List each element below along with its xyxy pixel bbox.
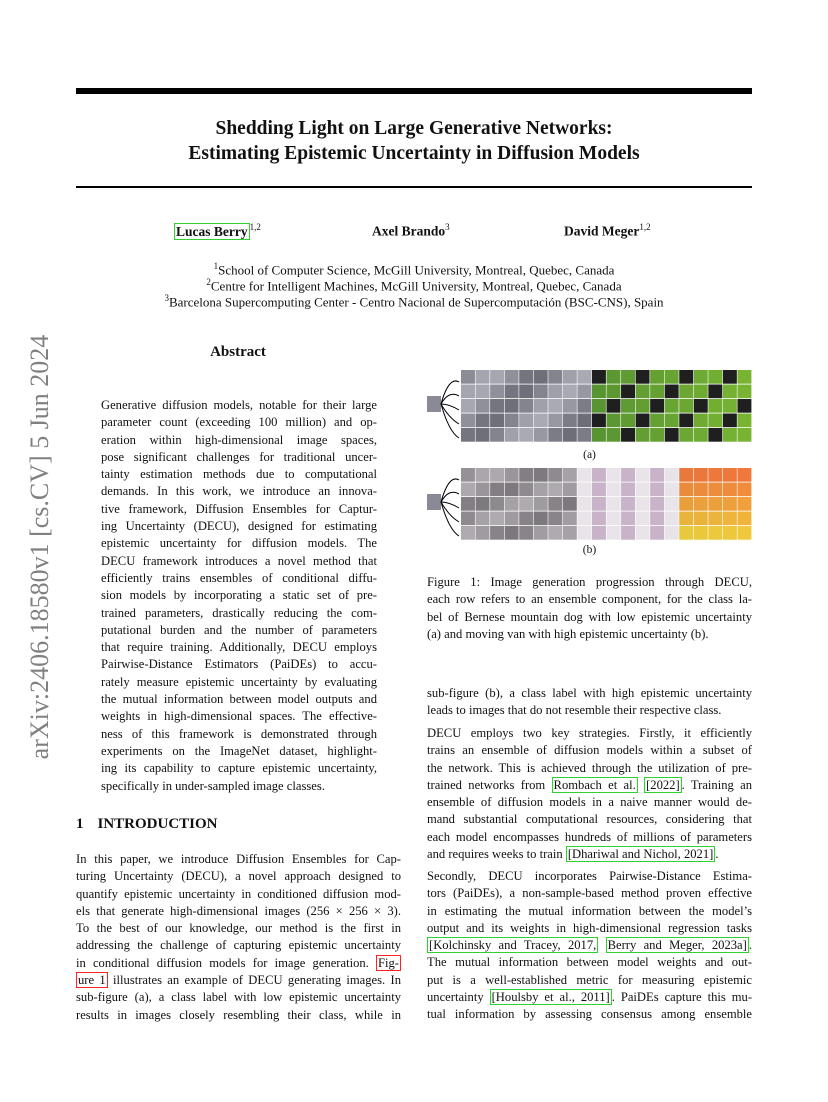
generated-image-tile [505,468,519,482]
generated-image-tile [563,428,577,442]
generated-image-tile [665,497,679,511]
abstract-line: that require training. Additionally, DECU employs [101,640,377,655]
author-2: Axel Brando$^3$ [372,222,450,239]
generated-image-tile [563,526,577,540]
figure-ref-link[interactable]: Fig- [378,955,399,970]
arxiv-watermark: arXiv:2406.18580v1 [cs.CV] 5 Jun 2024 [25,334,54,760]
generated-image-tile [476,526,490,540]
figure-caption [427,574,752,643]
generated-image-tile [708,428,722,442]
generated-image-tile [679,370,693,384]
generated-image-tile [519,468,533,482]
affiliation-3: $^3$Barcelona Supercomputing Center - Centro Nacional de Supercomputación (BSC-CNS), Spain [164,293,664,310]
abstract-line: tainty estimation methods due to computational [101,467,377,482]
abstract-line: experiments on the ImageNet dataset, highlight- [101,743,377,758]
figure-1b-image [427,464,752,546]
abstract-line: Generative diffusion models, notable for their large [101,398,377,412]
generated-image-tile [592,483,606,497]
generated-image-tile [461,483,475,497]
source-image [427,396,441,412]
generated-image-tile [694,468,708,482]
generated-image-tile [577,414,591,428]
generated-image-tile [490,497,504,511]
figure-ref-link[interactable]: ure 1 [78,973,106,988]
abstract-line: demands. In this work, we introduce an innova- [101,484,377,499]
generated-image-tile [548,414,562,428]
generated-image-tile [650,497,664,511]
generated-image-tile [679,468,693,482]
abstract-line: DECU framework introduces a novel method that [101,553,377,568]
generated-image-tile [577,497,591,511]
paper-title [76,116,752,166]
citation-link[interactable]: [Kolchinsky and Tracey, 2017, [429,938,597,953]
generated-image-tile [679,428,693,442]
generated-image-tile [607,526,621,540]
generated-image-tile [621,512,635,526]
generated-image-tile [723,399,737,413]
caption-line: (a) and moving van with high epistemic uncertainty (b). [427,626,709,641]
generated-image-tile [592,385,606,399]
generated-image-tile [665,370,679,384]
generated-image-tile [665,526,679,540]
abstract-line: sion models by incorporating a static set of pre- [101,588,377,603]
generated-image-tile [548,399,562,413]
generated-image-tile [563,483,577,497]
generated-image-tile [490,399,504,413]
generated-image-tile [563,512,577,526]
generated-image-tile [708,483,722,497]
generated-image-tile [505,512,519,526]
abstract-line: Pairwise-Distance Estimators (PaiDEs) to accu- [101,657,377,672]
generated-image-tile [607,468,621,482]
generated-image-tile [621,414,635,428]
generated-image-tile [563,497,577,511]
generated-image-tile [490,483,504,497]
generated-image-tile [563,399,577,413]
generated-image-tile [490,512,504,526]
generated-image-tile [621,468,635,482]
abstract-line: eration within high-dimensional image spaces, [101,432,377,447]
generated-image-tile [737,512,751,526]
generated-image-tile [592,428,606,442]
abstract-line: ness of this framework is demonstrated through [101,726,377,741]
generated-image-tile [737,399,751,413]
generated-image-tile [534,428,548,442]
subfigure-label-a: (a) [583,449,596,461]
abstract-line: the mutual information between model outputs and [101,692,377,707]
abstract-line: efficiently trains ensembles of conditional diffu- [101,570,377,585]
generated-image-tile [694,370,708,384]
generated-image-tile [694,483,708,497]
generated-image-tile [679,526,693,540]
generated-image-tile [592,526,606,540]
abstract-line: pose significant challenges for traditional uncer- [101,449,377,464]
generated-image-tile [461,526,475,540]
generated-image-tile [534,497,548,511]
generated-image-tile [723,428,737,442]
generated-image-tile [519,526,533,540]
citation-link[interactable]: [2022] [646,777,680,792]
generated-image-tile [694,385,708,399]
generated-image-tile [476,414,490,428]
generated-image-tile [636,512,650,526]
generated-image-tile [621,370,635,384]
title-line-1: Shedding Light on Large Generative Networks: [215,118,613,139]
abstract-body [101,397,377,795]
abstract-line: ing its capability to capture epistemic uncertainty, [101,761,377,776]
abstract-line: specifically in under-sampled image classes. [101,778,325,793]
generated-image-tile [505,428,519,442]
generated-image-tile [621,428,635,442]
section-heading: 1 INTRODUCTION [76,816,218,832]
generated-image-tile [577,428,591,442]
abstract-line: rately measure epistemic uncertainty by evaluating [101,674,377,689]
generated-image-tile [577,512,591,526]
generated-image-tile [519,385,533,399]
generated-image-tile [650,428,664,442]
generated-image-tile [665,428,679,442]
generated-image-tile [665,468,679,482]
generated-image-tile [650,385,664,399]
generated-image-tile [621,385,635,399]
generated-image-tile [737,526,751,540]
author-link[interactable]: Lucas Berry [176,223,248,239]
generated-image-tile [708,414,722,428]
generated-image-tile [519,483,533,497]
generated-image-tile [636,370,650,384]
generated-image-tile [607,428,621,442]
generated-image-tile [708,512,722,526]
generated-image-tile [621,526,635,540]
generated-image-tile [534,483,548,497]
generated-image-tile [490,385,504,399]
generated-image-tile [490,468,504,482]
caption-line: each row refers to an ensemble component, for the class la- [427,592,752,607]
generated-image-tile [607,399,621,413]
generated-image-tile [534,399,548,413]
generated-image-tile [694,428,708,442]
generated-image-tile [723,483,737,497]
title-line-2: Estimating Epistemic Uncertainty in Diffusion Models [188,143,640,164]
generated-image-tile [737,370,751,384]
generated-image-tile [534,385,548,399]
generated-image-tile [679,399,693,413]
generated-image-tile [548,468,562,482]
generated-image-tile [577,370,591,384]
generated-image-tile [636,428,650,442]
generated-image-tile [476,370,490,384]
generated-image-tile [607,414,621,428]
generated-image-tile [679,385,693,399]
generated-image-tile [505,370,519,384]
generated-image-tile [723,497,737,511]
generated-image-tile [636,385,650,399]
generated-image-tile [577,526,591,540]
abstract-line: epistemic uncertainty for diffusion models. The [101,536,377,551]
generated-image-tile [476,512,490,526]
generated-image-tile [607,385,621,399]
generated-image-tile [461,414,475,428]
generated-image-tile [592,399,606,413]
generated-image-tile [607,512,621,526]
generated-image-tile [723,385,737,399]
generated-image-tile [665,399,679,413]
generated-image-tile [548,370,562,384]
generated-image-tile [723,526,737,540]
generated-image-tile [636,414,650,428]
abstract-line: weights in high-dimensional spaces. The effective- [101,709,377,724]
generated-image-tile [519,497,533,511]
generated-image-tile [476,483,490,497]
generated-image-tile [708,399,722,413]
generated-image-tile [592,468,606,482]
generated-image-tile [650,399,664,413]
generated-image-tile [476,399,490,413]
generated-image-tile [621,399,635,413]
generated-image-tile [636,468,650,482]
generated-image-tile [505,526,519,540]
generated-image-tile [548,512,562,526]
generated-image-tile [461,512,475,526]
generated-image-tile [592,370,606,384]
generated-image-tile [708,468,722,482]
generated-image-tile [665,414,679,428]
generated-image-tile [505,483,519,497]
generated-image-tile [505,497,519,511]
generated-image-tile [694,512,708,526]
generated-image-tile [534,512,548,526]
generated-image-tile [519,428,533,442]
generated-image-tile [708,385,722,399]
figure-1a-image [427,366,752,448]
generated-image-tile [577,385,591,399]
citation-link[interactable]: Berry and Meger, 2023a] [607,938,747,953]
generated-image-tile [563,370,577,384]
generated-image-tile [737,414,751,428]
generated-image-tile [737,385,751,399]
generated-image-tile [650,526,664,540]
caption-line: Figure 1: Image generation progression through DECU, [427,575,752,589]
generated-image-tile [505,399,519,413]
generated-image-tile [665,483,679,497]
abstract-line: trained parameters, drastically reducing the com- [101,605,377,620]
generated-image-tile [534,468,548,482]
abstract-heading: Abstract [210,344,266,360]
author-list [76,222,752,242]
col2-paragraph-2: DECU employs two key strategies. Firstly, it efficiently trains an ensemble of diffusion models within a subset of the network. This is achieved through the utilization of pre- trained networks from Rombach et al. [2022] . Training an ensemble of diffusion models in a naive manner would de- mand substantial computational resources, considering that each model encompasses hundreds of millions of parameters and requires weeks to train [Dhariwal and Nichol, 2021] . [427,726,753,862]
generated-image-tile [636,497,650,511]
title-rule-top [76,88,752,94]
generated-image-tile [461,468,475,482]
generated-image-tile [490,428,504,442]
generated-image-tile [490,370,504,384]
generated-image-tile [723,468,737,482]
generated-image-tile [708,497,722,511]
generated-image-tile [534,526,548,540]
generated-image-tile [679,483,693,497]
generated-image-tile [621,497,635,511]
author-1[interactable]: Lucas Berry $^{1,2}$ [176,222,261,239]
generated-image-tile [548,483,562,497]
generated-image-tile [461,399,475,413]
generated-image-tile [723,414,737,428]
generated-image-tile [519,370,533,384]
title-rule-bottom [76,186,752,188]
generated-image-tile [490,526,504,540]
generated-image-tile [519,399,533,413]
generated-image-tile [577,468,591,482]
generated-image-tile [519,512,533,526]
generated-image-tile [665,512,679,526]
generated-image-tile [461,370,475,384]
generated-image-tile [592,497,606,511]
generated-image-tile [737,468,751,482]
generated-image-tile [737,483,751,497]
generated-image-tile [548,428,562,442]
citation-link[interactable]: [Houlsby et al., 2011] [491,990,610,1005]
generated-image-tile [461,428,475,442]
generated-image-tile [548,497,562,511]
abstract-line: tive framework, Diffusion Ensembles for Captur- [101,501,377,516]
generated-image-tile [650,370,664,384]
generated-image-tile [679,414,693,428]
subfigure-label-b: (b) [582,544,597,556]
affiliation-1: $^1$School of Computer Science, McGill University, Montreal, Quebec, Canada [213,261,615,278]
affiliation-2: $^2$Centre for Intelligent Machines, McGill University, Montreal, Quebec, Canada [206,277,622,294]
source-image [427,494,441,510]
generated-image-tile [548,526,562,540]
abstract-line: parameter count (exceeding 100 million) and op- [101,415,377,430]
generated-image-tile [519,414,533,428]
generated-image-tile [476,468,490,482]
generated-image-tile [577,399,591,413]
author-3: David Meger$^{1,2}$ [564,222,651,239]
generated-image-tile [737,497,751,511]
generated-image-tile [650,468,664,482]
generated-image-tile [650,512,664,526]
generated-image-tile [534,370,548,384]
generated-image-tile [665,385,679,399]
generated-image-tile [694,414,708,428]
generated-image-tile [505,385,519,399]
citation-link[interactable]: Rombach et al. [553,777,636,792]
generated-image-tile [461,385,475,399]
generated-image-tile [723,512,737,526]
generated-image-tile [563,385,577,399]
generated-image-tile [607,497,621,511]
generated-image-tile [679,497,693,511]
generated-image-tile [461,497,475,511]
figure-1 [427,366,752,556]
generated-image-tile [694,526,708,540]
generated-image-tile [505,414,519,428]
generated-image-tile [737,428,751,442]
abstract-line: ing Uncertainty (DECU), designed for estimating [101,519,377,534]
generated-image-tile [548,385,562,399]
generated-image-tile [592,414,606,428]
generated-image-tile [650,414,664,428]
generated-image-tile [607,483,621,497]
generated-image-tile [476,428,490,442]
generated-image-tile [577,483,591,497]
col2-paragraph-3: Secondly, DECU incorporates Pairwise-Distance Estima- tors (PaiDEs), a non-sample-based method proven effective in estimating the mutual information between the model’s output and its weights in high-dimensional regression tasks [Kolchinsky and Tracey, 2017, Berry and Meger, 2023a] . The mutual information between model weights and out- put is a well-established metric for measuring epistemic uncertainty [Houlsby et al., 2011] . PaiDEs capture this mu- tual information by assessing consensus among ensemble [427,869,753,1022]
generated-image-tile [476,385,490,399]
generated-image-tile [650,483,664,497]
col2-paragraph-1: sub-figure (b), a class label with high epistemic uncertainty leads to images that do not resemble their respective class. [427,686,752,718]
abstract-line: putational burden and the number of parameters [101,622,377,637]
generated-image-tile [607,370,621,384]
generated-image-tile [708,370,722,384]
citation-link[interactable]: [Dhariwal and Nichol, 2021] [567,847,714,862]
generated-image-tile [621,483,635,497]
generated-image-tile [476,497,490,511]
generated-image-tile [636,526,650,540]
intro-paragraph: In this paper, we introduce Diffusion Ensembles for Cap- turing Uncertainty (DECU), a novel approach designed to quantify epistemic uncertainty in conditioned diffusion mod- els that generate high-dimensional images (256 × 256 × 3). To the best of our knowledge, our method is the first in addressing the challenge of capturing epistemic uncertainty in conditional diffusion models for image generation. Fig- ure 1 illustrates an example of DECU generating images. In sub-figure (a), a class label with low epistemic uncertainty results in images closely resembling their class, while in [76,852,401,1022]
generated-image-tile [563,414,577,428]
generated-image-tile [534,414,548,428]
generated-image-tile [723,370,737,384]
generated-image-tile [490,414,504,428]
generated-image-tile [563,468,577,482]
generated-image-tile [694,497,708,511]
generated-image-tile [708,526,722,540]
generated-image-tile [636,483,650,497]
generated-image-tile [592,512,606,526]
generated-image-tile [694,399,708,413]
caption-line: bel of Bernese mountain dog with low epistemic uncertainty [427,609,752,624]
generated-image-tile [679,512,693,526]
generated-image-tile [636,399,650,413]
